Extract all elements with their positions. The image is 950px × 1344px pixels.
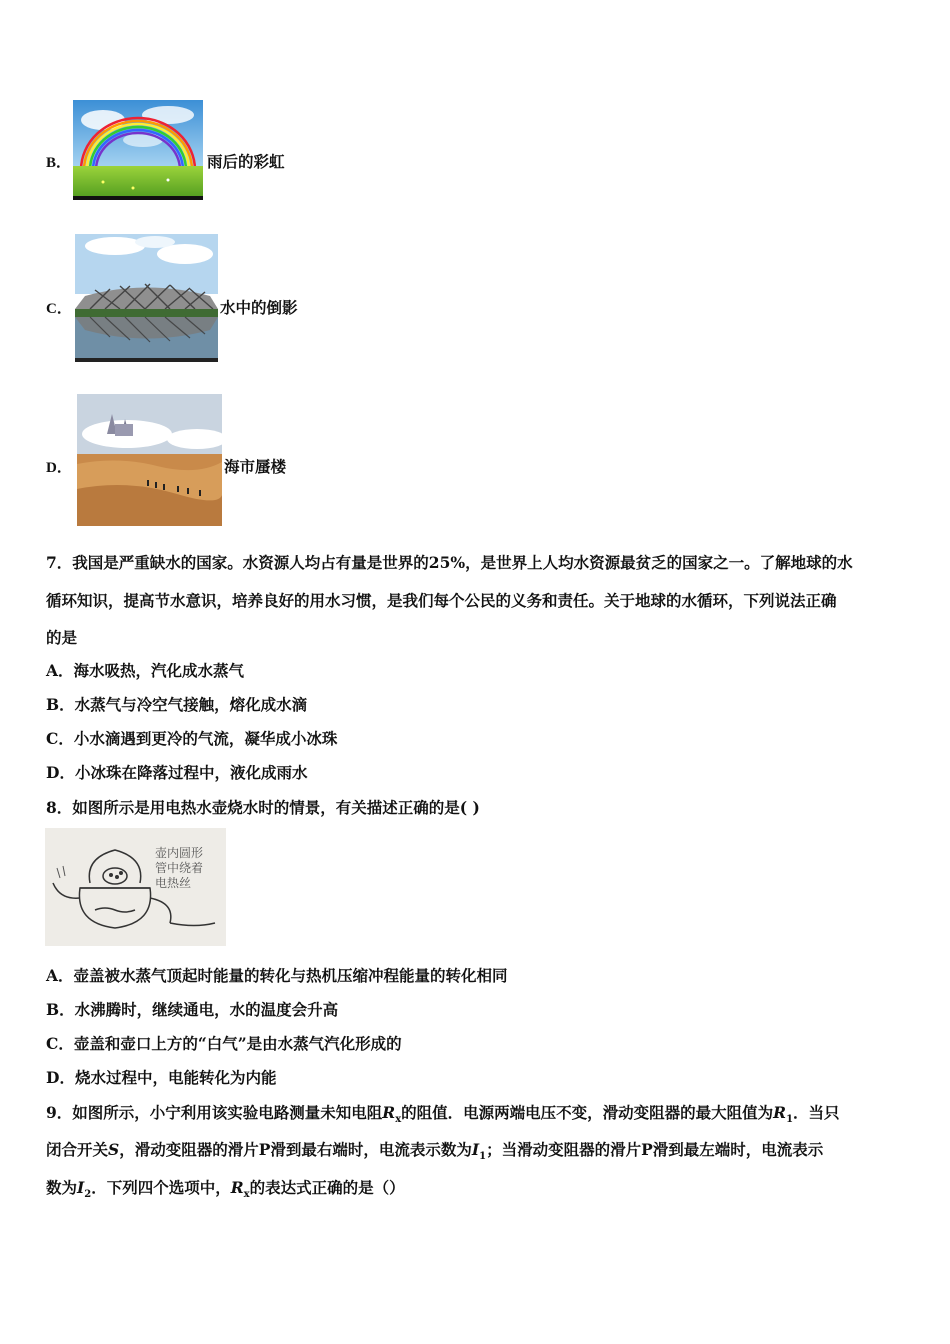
q7-option-b: B．水蒸气与冷空气接触，熔化成水滴 (46, 695, 308, 714)
kettle-label-line3: 电热丝 (155, 876, 192, 890)
option-d-caption: 海市蜃楼 (224, 457, 287, 476)
kettle-label-line2: 管中绕着 (155, 861, 204, 875)
option-d-letter: D． (46, 460, 72, 476)
stadium-reflection-photo (75, 234, 218, 362)
q8-stem: 8．如图所示是用电热水壶烧水时的情景，有关描述正确的是( ) (46, 798, 480, 817)
q7-stem-line2: 循环知识，提高节水意识，培养良好的用水习惯，是我们每个公民的义务和责任。关于地球的水循环，下列说法正确 (46, 591, 837, 610)
kettle-figure-label (155, 846, 203, 891)
rainbow-photo (73, 100, 203, 200)
q9-stem-line2: 闭合开关S，滑动变阻器的滑片P滑到最右端时，电流表示数为$I_1$；当滑动变阻器的滑片P滑到最左端时，电流表示 (46, 1140, 824, 1163)
q8-option-b: B．水沸腾时，继续通电，水的温度会升高 (46, 1000, 339, 1019)
q7-option-c: C．小水滴遇到更冷的气流，凝华成小冰珠 (46, 729, 338, 748)
desert-mirage-photo (77, 394, 222, 526)
q9-stem-line1: 9．如图所示，小宁利用该实验电路测量未知电阻$R_x$的阻值．电源两端电压不变，滑动变阻器的最大阻值为$R_1$．当只 (46, 1103, 840, 1126)
option-b-caption: 雨后的彩虹 (207, 152, 285, 171)
q7-stem-line3: 的是 (46, 628, 78, 647)
kettle-label-line1: 壶内圆形 (155, 846, 204, 860)
q7-option-d: D．小冰珠在降落过程中，液化成雨水 (46, 763, 308, 782)
option-c-letter: C． (46, 301, 72, 317)
q7-option-a: A．海水吸热，汽化成水蒸气 (46, 661, 245, 680)
q8-option-c: C．壶盖和壶口上方的“白气”是由水蒸气汽化形成的 (46, 1034, 402, 1053)
q9-stem-line3: 数为$I_2$．下列四个选项中，$R_x$的表达式正确的是（） (46, 1178, 405, 1201)
q8-option-d: D．烧水过程中，电能转化为内能 (46, 1068, 277, 1087)
q8-option-a: A．壶盖被水蒸气顶起时能量的转化与热机压缩冲程能量的转化相同 (46, 966, 508, 985)
q7-stem-line1: 7．我国是严重缺水的国家。水资源人均占有量是世界的25%，是世界上人均水资源最贫乏的国家之一。了解地球的水 (46, 553, 853, 572)
option-c-caption: 水中的倒影 (220, 298, 298, 317)
option-b-letter: B． (46, 155, 72, 171)
